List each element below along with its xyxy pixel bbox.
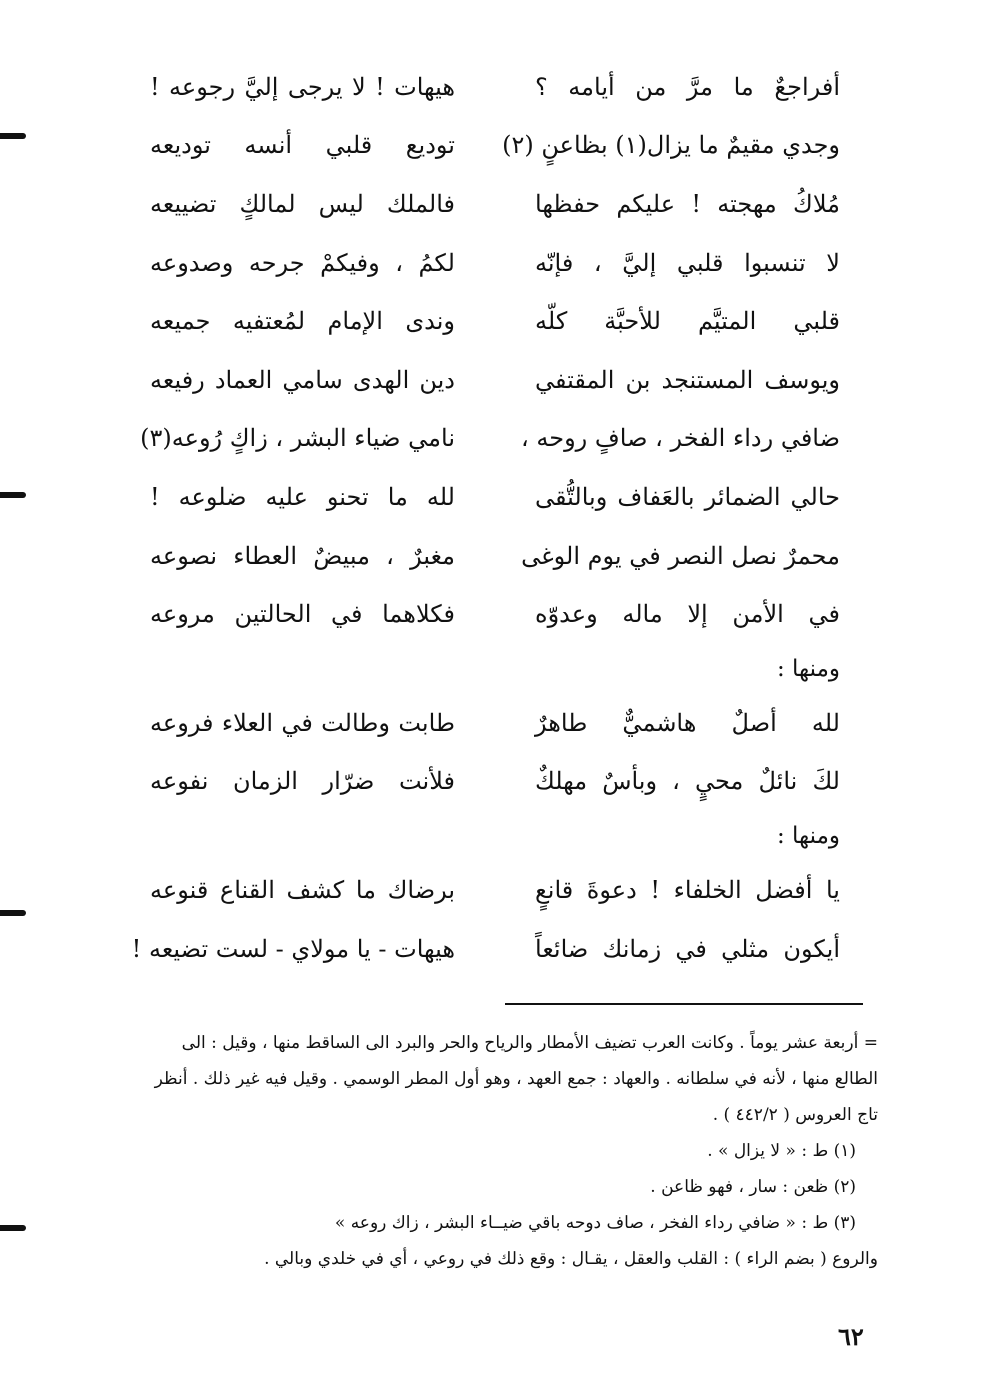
verse-second-hemistich: وندى الإمام لمُعتفيه جميعه [150, 307, 455, 336]
verse-first-hemistich: لكَ نائلٌ محيٍ ، وبأسٌ مهلكٌ [535, 767, 840, 796]
footnote-separator [505, 1003, 863, 1005]
footnote-2: (٢) ظعن : سار ، فهو ظاعن . [650, 1177, 856, 1197]
verse-second-hemistich: فكلاهما في الحالتين مروعه [150, 600, 455, 629]
verse-first-hemistich: لله أصلٌ هاشميٌّ طاهرٌ [535, 708, 840, 737]
footnote-line: والروع ( بضم الراء ) : القلب والعقل ، يقـال : وقع ذلك في روعي ، أي في خلدي وبالي . [264, 1249, 878, 1269]
verse-first-hemistich: ضافي رداء الفخر ، صافٍ روحه ، [521, 424, 840, 453]
verse-first-hemistich: أيكون مثلي في زمانك ضائعاً [535, 934, 840, 963]
verse-row [150, 117, 840, 176]
verse-second-hemistich: فالملك ليس لمالكٍ تضييعه [150, 190, 455, 219]
verse-row [140, 410, 840, 469]
verse-first-hemistich: أفراجعٌ ما مرَّ من أيامه ؟ [535, 72, 840, 101]
verse-first-hemistich: في الأمن إلا ماله وعدوّه [535, 600, 840, 629]
verse-first-hemistich: حالي الضمائر بالعَفاف وبالتُّقى [535, 483, 840, 512]
verse-first-hemistich: يا أفضل الخلفاء ! دعوةَ قانعٍ [535, 876, 840, 905]
footnote-line: = أربعة عشر يوماً . وكانت العرب تضيف الأمطار والرياح والحر والبرد الى الساقط منها ، وقيل : الى [181, 1033, 878, 1053]
verse-row [150, 753, 840, 812]
verse-first-hemistich: وجدي مقيمٌ ما يزال(١) بظاعنٍ (٢) [502, 131, 840, 160]
verse-row [150, 861, 840, 920]
footnotes [108, 1025, 878, 1277]
verse-second-hemistich: فلأنت ضرّار الزمان نفوعه [150, 767, 455, 796]
verse-row [150, 58, 840, 117]
verse-row [150, 527, 840, 586]
verse-row [150, 351, 840, 410]
verse-second-hemistich: توديع قلبي أنسه توديعه [150, 131, 455, 160]
verse-row [150, 234, 840, 293]
verse-second-hemistich: هيهات - يا مولاي - لست تضيعه ! [131, 934, 455, 963]
verse-second-hemistich: مغبرٌ ، مبيضٌ العطاء نصوعه [150, 541, 455, 570]
verse-first-hemistich: قلبي المتيَّم للأحبَّة كلّه [535, 307, 840, 336]
verse-first-hemistich: محمرٌ نصل النصر في يوم الوغى [521, 541, 840, 570]
verse-second-hemistich: برضاك ما كشف القناع قنوعه [150, 876, 455, 905]
footnote-1: (١) ط : « لا يزال » . [707, 1141, 856, 1161]
section-label-row [150, 644, 840, 694]
verse-first-hemistich: ويوسف المستنجد بن المقتفي [535, 365, 840, 394]
section-label: ومنها : [776, 823, 840, 850]
verse-second-hemistich: نامي ضياء البشر ، زاكٍ رُوعه(٣) [140, 424, 455, 453]
margin-mark [0, 910, 26, 916]
verse-row [150, 468, 840, 527]
verse-row [150, 585, 840, 644]
verse-first-hemistich: لا تنسبوا قلبي إليَّ ، فإنّه [535, 248, 840, 277]
footnote-3: (٣) ط : « ضافي رداء الفخر ، صاف دوحه باقي ضيــاء البشر ، زاك روعه » [334, 1213, 856, 1233]
verse-second-hemistich: لله ما تحنو عليه ضلوعه ! [150, 483, 455, 512]
margin-mark [0, 492, 26, 498]
section-label-row [150, 811, 840, 861]
verse-second-hemistich: لكمُ ، وفيكمْ جرحه وصدوعه [150, 248, 455, 277]
margin-mark [0, 1225, 26, 1231]
section-label: ومنها : [776, 655, 840, 682]
footnote-line: الطالع منها ، لأنه في سلطانه . والعهاد : جمع العهد ، وهو أول المطر الوسمي . وقيل فيه غير ذلك . أنظر [154, 1069, 878, 1089]
verse-first-hemistich: مُلاكُ مهجته ! عليكم حفظها [535, 190, 840, 219]
footnote-line: تاج العروس ( ٤٤٢/٢ ) . [712, 1105, 878, 1125]
verse-row [150, 694, 840, 753]
verse-second-hemistich: هيهات ! لا يرجى إليَّ رجوعه ! [150, 72, 455, 101]
verse-row [150, 292, 840, 351]
verse-second-hemistich: دين الهدى سامي العماد رفيعه [150, 365, 455, 394]
page-number: ٦٢ [838, 1322, 864, 1351]
verse-row [131, 920, 840, 979]
verse-row [150, 175, 840, 234]
verse-second-hemistich: طابت وطالت في العلاء فروعه [150, 708, 455, 737]
margin-mark [0, 133, 26, 139]
poem [131, 58, 840, 978]
